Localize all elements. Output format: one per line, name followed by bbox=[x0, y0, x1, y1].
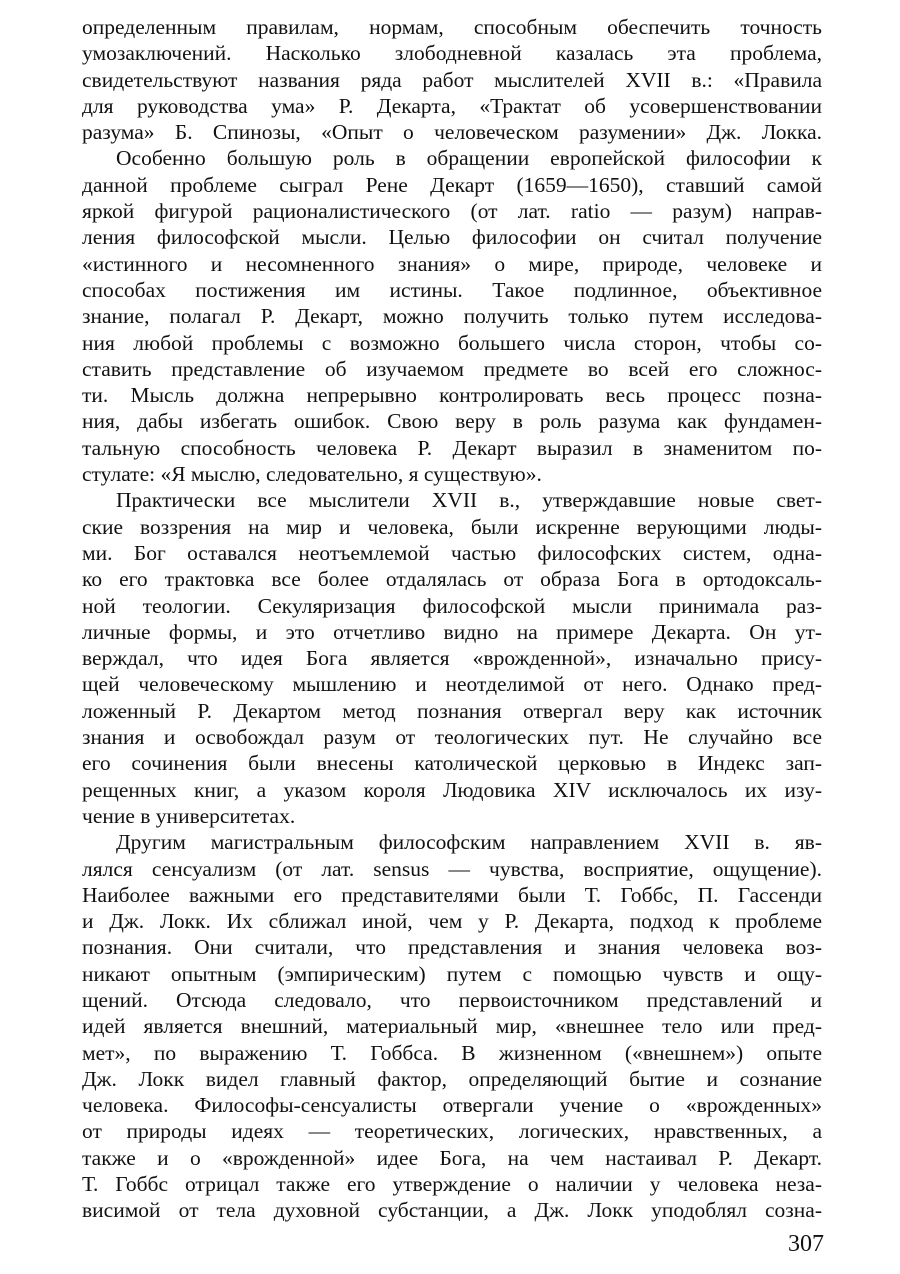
paragraph bbox=[82, 145, 822, 487]
text-line: никают опытным (эмпирическим) путем с помощью чувств и ощу- bbox=[82, 961, 822, 986]
text-line: щений. Отсюда следовало, что первоисточником представлений и bbox=[82, 987, 822, 1012]
body-text bbox=[82, 14, 822, 1224]
text-line: мет», по выражению Т. Гоббса. В жизненном («внешнем») опыте bbox=[82, 1040, 822, 1065]
text-line: тальную способность человека Р. Декарт выразил в знаменитом по- bbox=[82, 435, 822, 460]
text-line: рещенных книг, а указом короля Людовика XIV исключалось их изу- bbox=[82, 777, 822, 802]
text-line: для руководства ума» Р. Декарта, «Трактат об усовершенствовании bbox=[82, 93, 822, 118]
text-line: щей человеческому мышлению и неотделимой от него. Однако пред- bbox=[82, 672, 822, 697]
text-line: ставить представление об изучаемом предмете во всей его сложнос- bbox=[82, 356, 822, 381]
paragraph bbox=[82, 829, 822, 1223]
text-line: ложенный Р. Декартом метод познания отвергал веру как источник bbox=[82, 698, 822, 723]
text-line: знания и освобождал разум от теологических пут. Не случайно все bbox=[82, 725, 822, 750]
text-line: висимой от тела духовной субстанции, а Дж. Локк уподоблял созна- bbox=[82, 1198, 822, 1223]
paragraph bbox=[82, 14, 822, 145]
text-line: ния любой проблемы с возможно большего числа сторон, чтобы со- bbox=[82, 330, 822, 355]
text-line: человека. Философы-сенсуалисты отвергали учение о «врожденных» bbox=[82, 1093, 822, 1118]
text-line: Другим магистральным философским направлением XVII в. яв- bbox=[116, 830, 822, 855]
text-line: стулате: «Я мыслю, следовательно, я существую». bbox=[82, 462, 542, 487]
text-line: ния, дабы избегать ошибок. Свою веру в роль разума как фундамен- bbox=[82, 409, 822, 434]
text-line: свидетельствуют названия ряда работ мыслителей XVII в.: «Правила bbox=[82, 67, 822, 92]
text-line: разума» Б. Спинозы, «Опыт о человеческом разумении» Дж. Локка. bbox=[82, 120, 822, 145]
text-line: ские воззрения на мир и человека, были искренне верующими люды- bbox=[82, 514, 822, 539]
text-line: ми. Бог оставался неотъемлемой частью философских систем, одна- bbox=[82, 540, 822, 565]
text-line: идей является внешний, материальный мир, «внешнее тело или пред- bbox=[82, 1014, 822, 1039]
page-number: 307 bbox=[788, 1231, 824, 1257]
text-line: от природы идеях — теоретических, логических, нравственных, а bbox=[82, 1119, 822, 1144]
text-line: данной проблеме сыграл Рене Декарт (1659—1650), ставший самой bbox=[82, 172, 822, 197]
text-line: ти. Мысль должна непрерывно контролировать весь процесс позна- bbox=[82, 383, 822, 408]
text-line: верждал, что идея Бога является «врожденной», изначально прису- bbox=[82, 646, 822, 671]
text-line: яркой фигурой рационалистического (от лат. ratio — разум) направ- bbox=[82, 199, 822, 224]
text-line: личные формы, и это отчетливо видно на примере Декарта. Он ут- bbox=[82, 619, 822, 644]
text-line: лялся сенсуализм (от лат. sensus — чувства, восприятие, ощущение). bbox=[82, 856, 822, 881]
text-line: определенным правилам, нормам, способным обеспечить точность bbox=[82, 15, 822, 39]
text-line: Практически все мыслители XVII в., утверждавшие новые свет- bbox=[116, 488, 822, 513]
text-line: способах постижения им истины. Такое подлинное, объективное bbox=[82, 277, 822, 302]
text-line: чение в университетах. bbox=[82, 803, 296, 828]
text-line: знание, полагал Р. Декарт, можно получить только путем исследова- bbox=[82, 304, 822, 329]
text-line: Дж. Локк видел главный фактор, определяющий бытие и сознание bbox=[82, 1066, 822, 1091]
text-line: Т. Гоббс отрицал также его утверждение о наличии у человека неза- bbox=[82, 1172, 822, 1197]
text-line: его сочинения были внесены католической церковью в Индекс зап- bbox=[82, 751, 822, 776]
text-line: Наиболее важными его представителями были Т. Гоббс, П. Гассенди bbox=[82, 882, 822, 907]
text-line: и Дж. Локк. Их сближал иной, чем у Р. Декарта, подход к проблеме bbox=[82, 909, 822, 934]
paragraph bbox=[82, 487, 822, 829]
text-line: ной теологии. Секуляризация философской мысли принимала раз- bbox=[82, 593, 822, 618]
text-line: ко его трактовка все более отдалялась от образа Бога в ортодоксаль- bbox=[82, 567, 822, 592]
text-line: также и о «врожденной» идее Бога, на чем настаивал Р. Декарт. bbox=[82, 1145, 822, 1170]
text-line: ления философской мысли. Целью философии он считал получение bbox=[82, 225, 822, 250]
text-line: «истинного и несомненного знания» о мире, природе, человеке и bbox=[82, 251, 822, 276]
text-line: умозаключений. Насколько злободневной казалась эта проблема, bbox=[82, 41, 822, 66]
text-line: Особенно большую роль в обращении европейской философии к bbox=[116, 146, 822, 171]
text-line: познания. Они считали, что представления и знания человека воз- bbox=[82, 935, 822, 960]
